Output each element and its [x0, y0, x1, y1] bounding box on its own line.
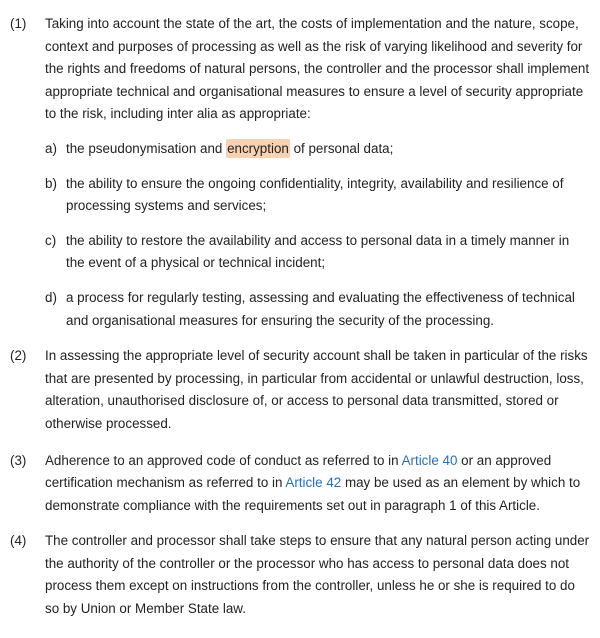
paragraph-text: In assessing the appropriate level of security account shall be taken in particular of the risks that are presented by processing, in particular from accidental or unlawful destruction, loss, alteration, unauthorised disclosure of, or access to personal data transmitted, stored or otherwise processed.: [45, 348, 588, 431]
paragraph-3: [0, 450, 600, 518]
list-item-letter: b): [45, 175, 57, 191]
list-item-text: a process for regularly testing, assessing and evaluating the effectiveness of technical and organisational measures for ensuring the security of the processing.: [66, 289, 575, 328]
paragraph-number: (1): [10, 16, 27, 31]
paragraph-text: [45, 450, 590, 518]
article-42-link[interactable]: Article 42: [285, 475, 342, 491]
list-item-a: [45, 138, 590, 161]
paragraph-text-part: or an approved certification mechanism as referred to in: [45, 452, 552, 491]
list-item-text: the ability to restore the availability and access to personal data in a timely manner in the event of a physical or technical incident;: [66, 232, 570, 271]
list-item-d: [45, 287, 590, 332]
list-item-letter: c): [45, 232, 57, 248]
highlighted-term: encryption: [227, 140, 289, 156]
list-item-text-after: of personal data;: [289, 140, 394, 156]
paragraph-text-part: Adherence to an approved code of conduct as referred to in: [45, 452, 402, 468]
paragraph-1: [0, 13, 600, 332]
paragraph-text: The controller and processor shall take steps to ensure that any natural person acting under the authority of the controller or the processor who has access to personal data does not process them except on instructions from the controller, unless he or she is required to do so by Union or Member State law.: [45, 533, 590, 617]
list-item-text: the ability to ensure the ongoing confidentiality, integrity, availability and resilience of processing systems and services;: [66, 175, 564, 214]
list-item-c: [45, 230, 590, 275]
paragraph-number: (3): [10, 452, 27, 468]
paragraph-2: [0, 345, 600, 435]
list-item-letter: d): [45, 289, 57, 305]
paragraph-number: (2): [10, 348, 27, 364]
article-40-link[interactable]: Article 40: [401, 452, 458, 468]
paragraph-4: [0, 530, 600, 620]
paragraph-number: (4): [10, 533, 27, 549]
list-item-text-before: the pseudonymisation and: [66, 140, 227, 156]
paragraph-text: Taking into account the state of the art, the costs of implementation and the nature, scope, context and purposes of processing as well as the risk of varying likelihood and severity for the rights and freedoms of natural persons, the controller and the processor shall implement appropriate technical and organisational measures to ensure a level of security appropriate to the risk, including inter alia as appropriate:: [45, 16, 590, 122]
list-item-letter: a): [45, 140, 57, 156]
paragraph-text-part: may be used as an element by which to demonstrate compliance with the requirements set out in paragraph 1 of this Article.: [45, 475, 581, 513]
list-item-b: [45, 173, 590, 218]
